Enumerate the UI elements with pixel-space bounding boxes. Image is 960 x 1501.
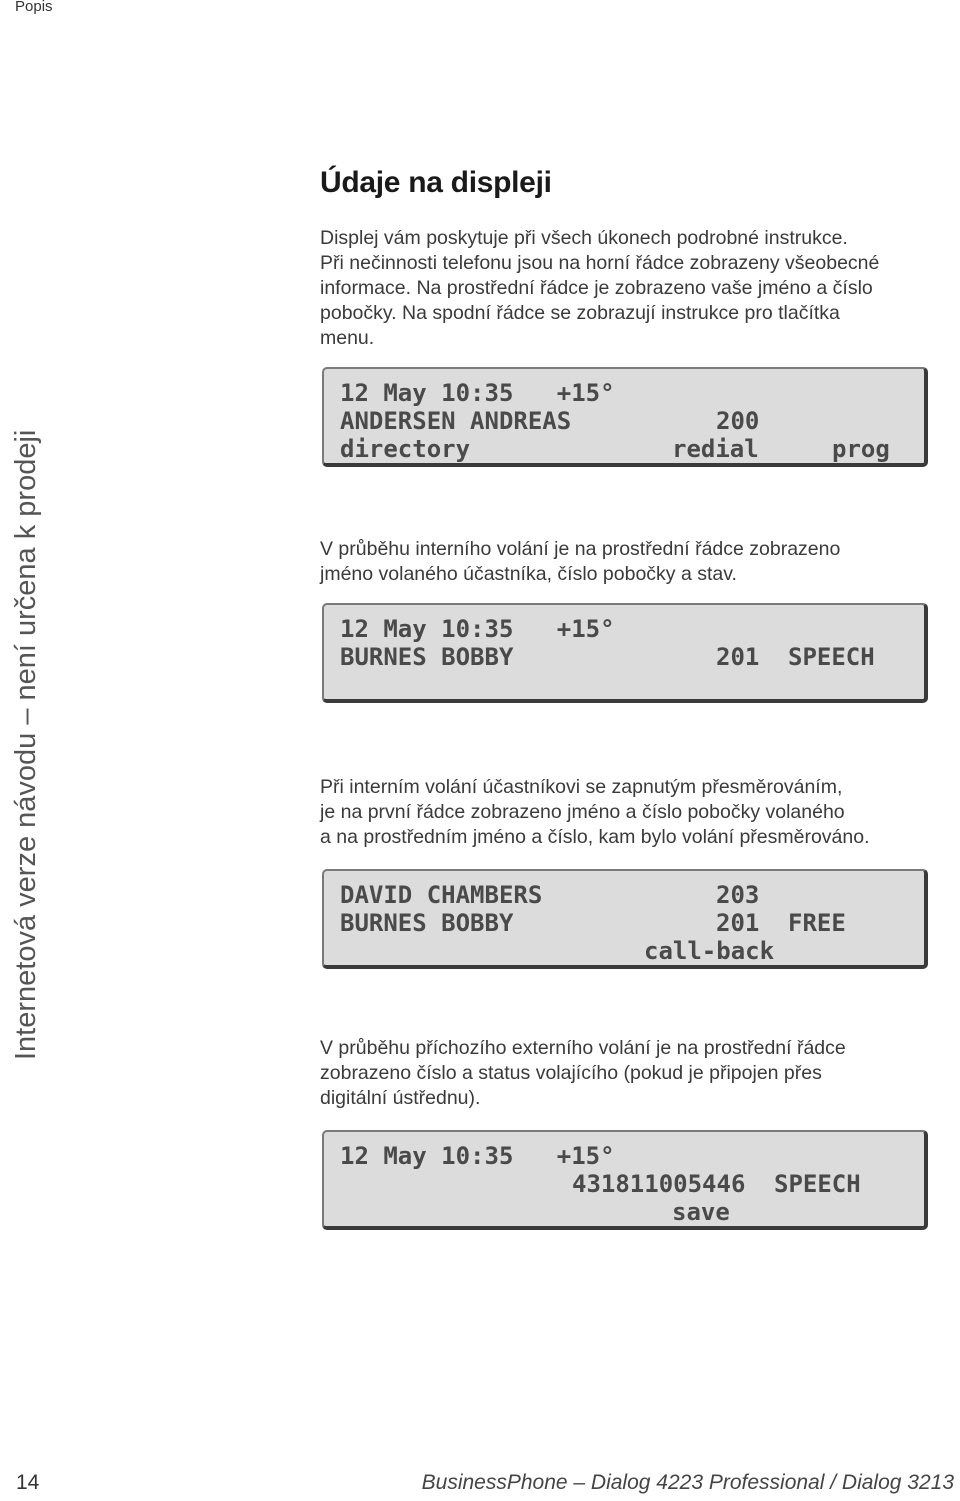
paragraph-line: menu. [320,327,375,349]
paragraph-intro [320,226,879,351]
lcd-status: SPEECH [774,1170,861,1198]
paragraph-internal-call [320,537,840,587]
lcd-line-2 [340,407,900,435]
lcd-name: BURNES BOBBY [340,909,514,937]
lcd-line-1: 12 May 10:35 +15° [340,379,615,407]
footer-title: BusinessPhone – Dialog 4223 Professional / Dialog 3213 [421,1471,954,1494]
lcd-name: ANDERSEN ANDREAS [340,407,572,435]
lcd-softkey-save: save [672,1198,730,1226]
lcd-display-diverted-call [322,869,928,969]
paragraph-line: V průběhu příchozího externího volání je na prostřední řádce [320,1037,846,1059]
lcd-softkey-call-back: call-back [644,937,775,965]
side-watermark-text: Internetová verze návodu – není určena k prodeji [10,429,42,1060]
lcd-line-1: 12 May 10:35 +15° [340,615,615,643]
paragraph-line: Při nečinnosti telefonu jsou na horní řádce zobrazeny všeobecné [320,252,880,274]
lcd-softkey-directory: directory [340,435,471,463]
paragraph-line: Při interním volání účastníkovi se zapnutým přesměrováním, [320,776,843,798]
lcd-name: BURNES BOBBY [340,643,514,671]
section-label: Popis [15,0,53,15]
lcd-line-3 [340,1198,900,1226]
lcd-extension: 201 [716,909,760,937]
lcd-line-3 [340,937,900,965]
paragraph-diverted-call [320,775,870,850]
lcd-caller-number: 431811005446 [572,1170,746,1198]
page-number: 14 [16,1471,40,1494]
lcd-display-external-call [322,1130,928,1230]
paragraph-line: jméno volaného účastníka, číslo pobočky a stav. [320,563,737,585]
lcd-line-2 [340,1170,900,1198]
paragraph-line: a na prostředním jméno a číslo, kam bylo volání přesměrováno. [320,826,870,848]
lcd-display-idle [322,367,928,467]
paragraph-line: zobrazeno číslo a status volajícího (pokud je připojen přes [320,1062,822,1084]
paragraph-line: pobočky. Na spodní řádce se zobrazují instrukce pro tlačítka [320,302,840,324]
paragraph-external-call [320,1036,846,1111]
lcd-extension: 203 [716,881,760,909]
paragraph-line: Displej vám poskytuje při všech úkonech podrobné instrukce. [320,227,848,249]
lcd-line-2 [340,643,900,671]
lcd-line-1 [340,881,900,909]
paragraph-line: digitální ústřednu). [320,1087,481,1109]
lcd-softkey-prog: prog [832,435,890,463]
lcd-status: SPEECH [788,643,875,671]
lcd-status: FREE [788,909,846,937]
lcd-line-3 [340,435,900,463]
lcd-extension: 201 [716,643,760,671]
lcd-extension: 200 [716,407,760,435]
lcd-line-1: 12 May 10:35 +15° [340,1142,615,1170]
paragraph-line: informace. Na prostřední řádce je zobrazeno vaše jméno a číslo [320,277,873,299]
lcd-line-2 [340,909,900,937]
lcd-softkey-redial: redial [672,435,759,463]
paragraph-line: V průběhu interního volání je na prostřední řádce zobrazeno [320,538,841,560]
page-title: Údaje na displeji [320,166,552,199]
lcd-display-internal-call [322,603,928,703]
lcd-name: DAVID CHAMBERS [340,881,543,909]
paragraph-line: je na první řádce zobrazeno jméno a číslo pobočky volaného [320,801,845,823]
